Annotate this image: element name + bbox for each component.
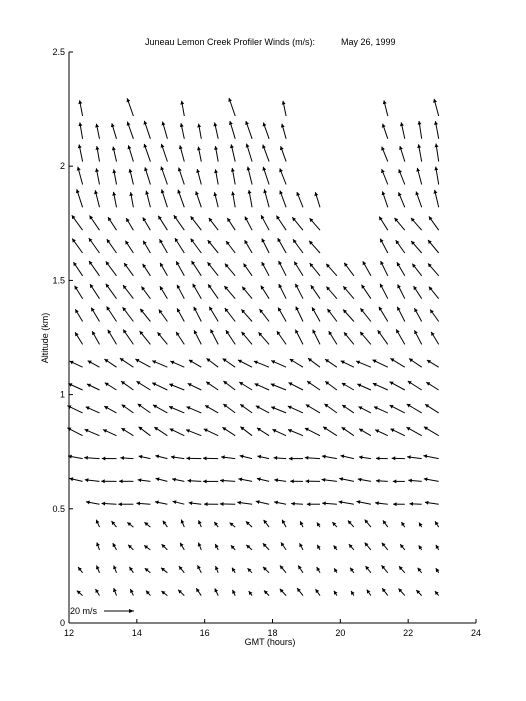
chart-date: May 26, 1999: [341, 37, 396, 47]
x-tick-label: 20: [335, 628, 346, 638]
x-tick-label: 22: [403, 628, 414, 638]
x-tick-label: 12: [63, 628, 75, 638]
y-tick-label: 0: [59, 618, 65, 628]
y-axis-label: Altitude (km): [40, 312, 50, 364]
x-tick-label: 24: [470, 628, 482, 638]
y-tick-label: 2: [59, 161, 65, 172]
scale-label: 20 m/s: [70, 606, 98, 616]
y-tick-label: 2.5: [52, 47, 65, 57]
y-tick-label: 1: [59, 389, 65, 400]
x-axis-label: GMT (hours): [244, 637, 296, 647]
x-tick-label: 16: [199, 628, 210, 638]
x-tick-label: 14: [131, 628, 142, 638]
y-tick-label: 1.5: [52, 275, 65, 286]
x-tick-label: 18: [267, 628, 278, 638]
chart-title: Juneau Lemon Creek Profiler Winds (m/s):: [145, 37, 316, 47]
y-tick-label: 0.5: [52, 503, 65, 514]
